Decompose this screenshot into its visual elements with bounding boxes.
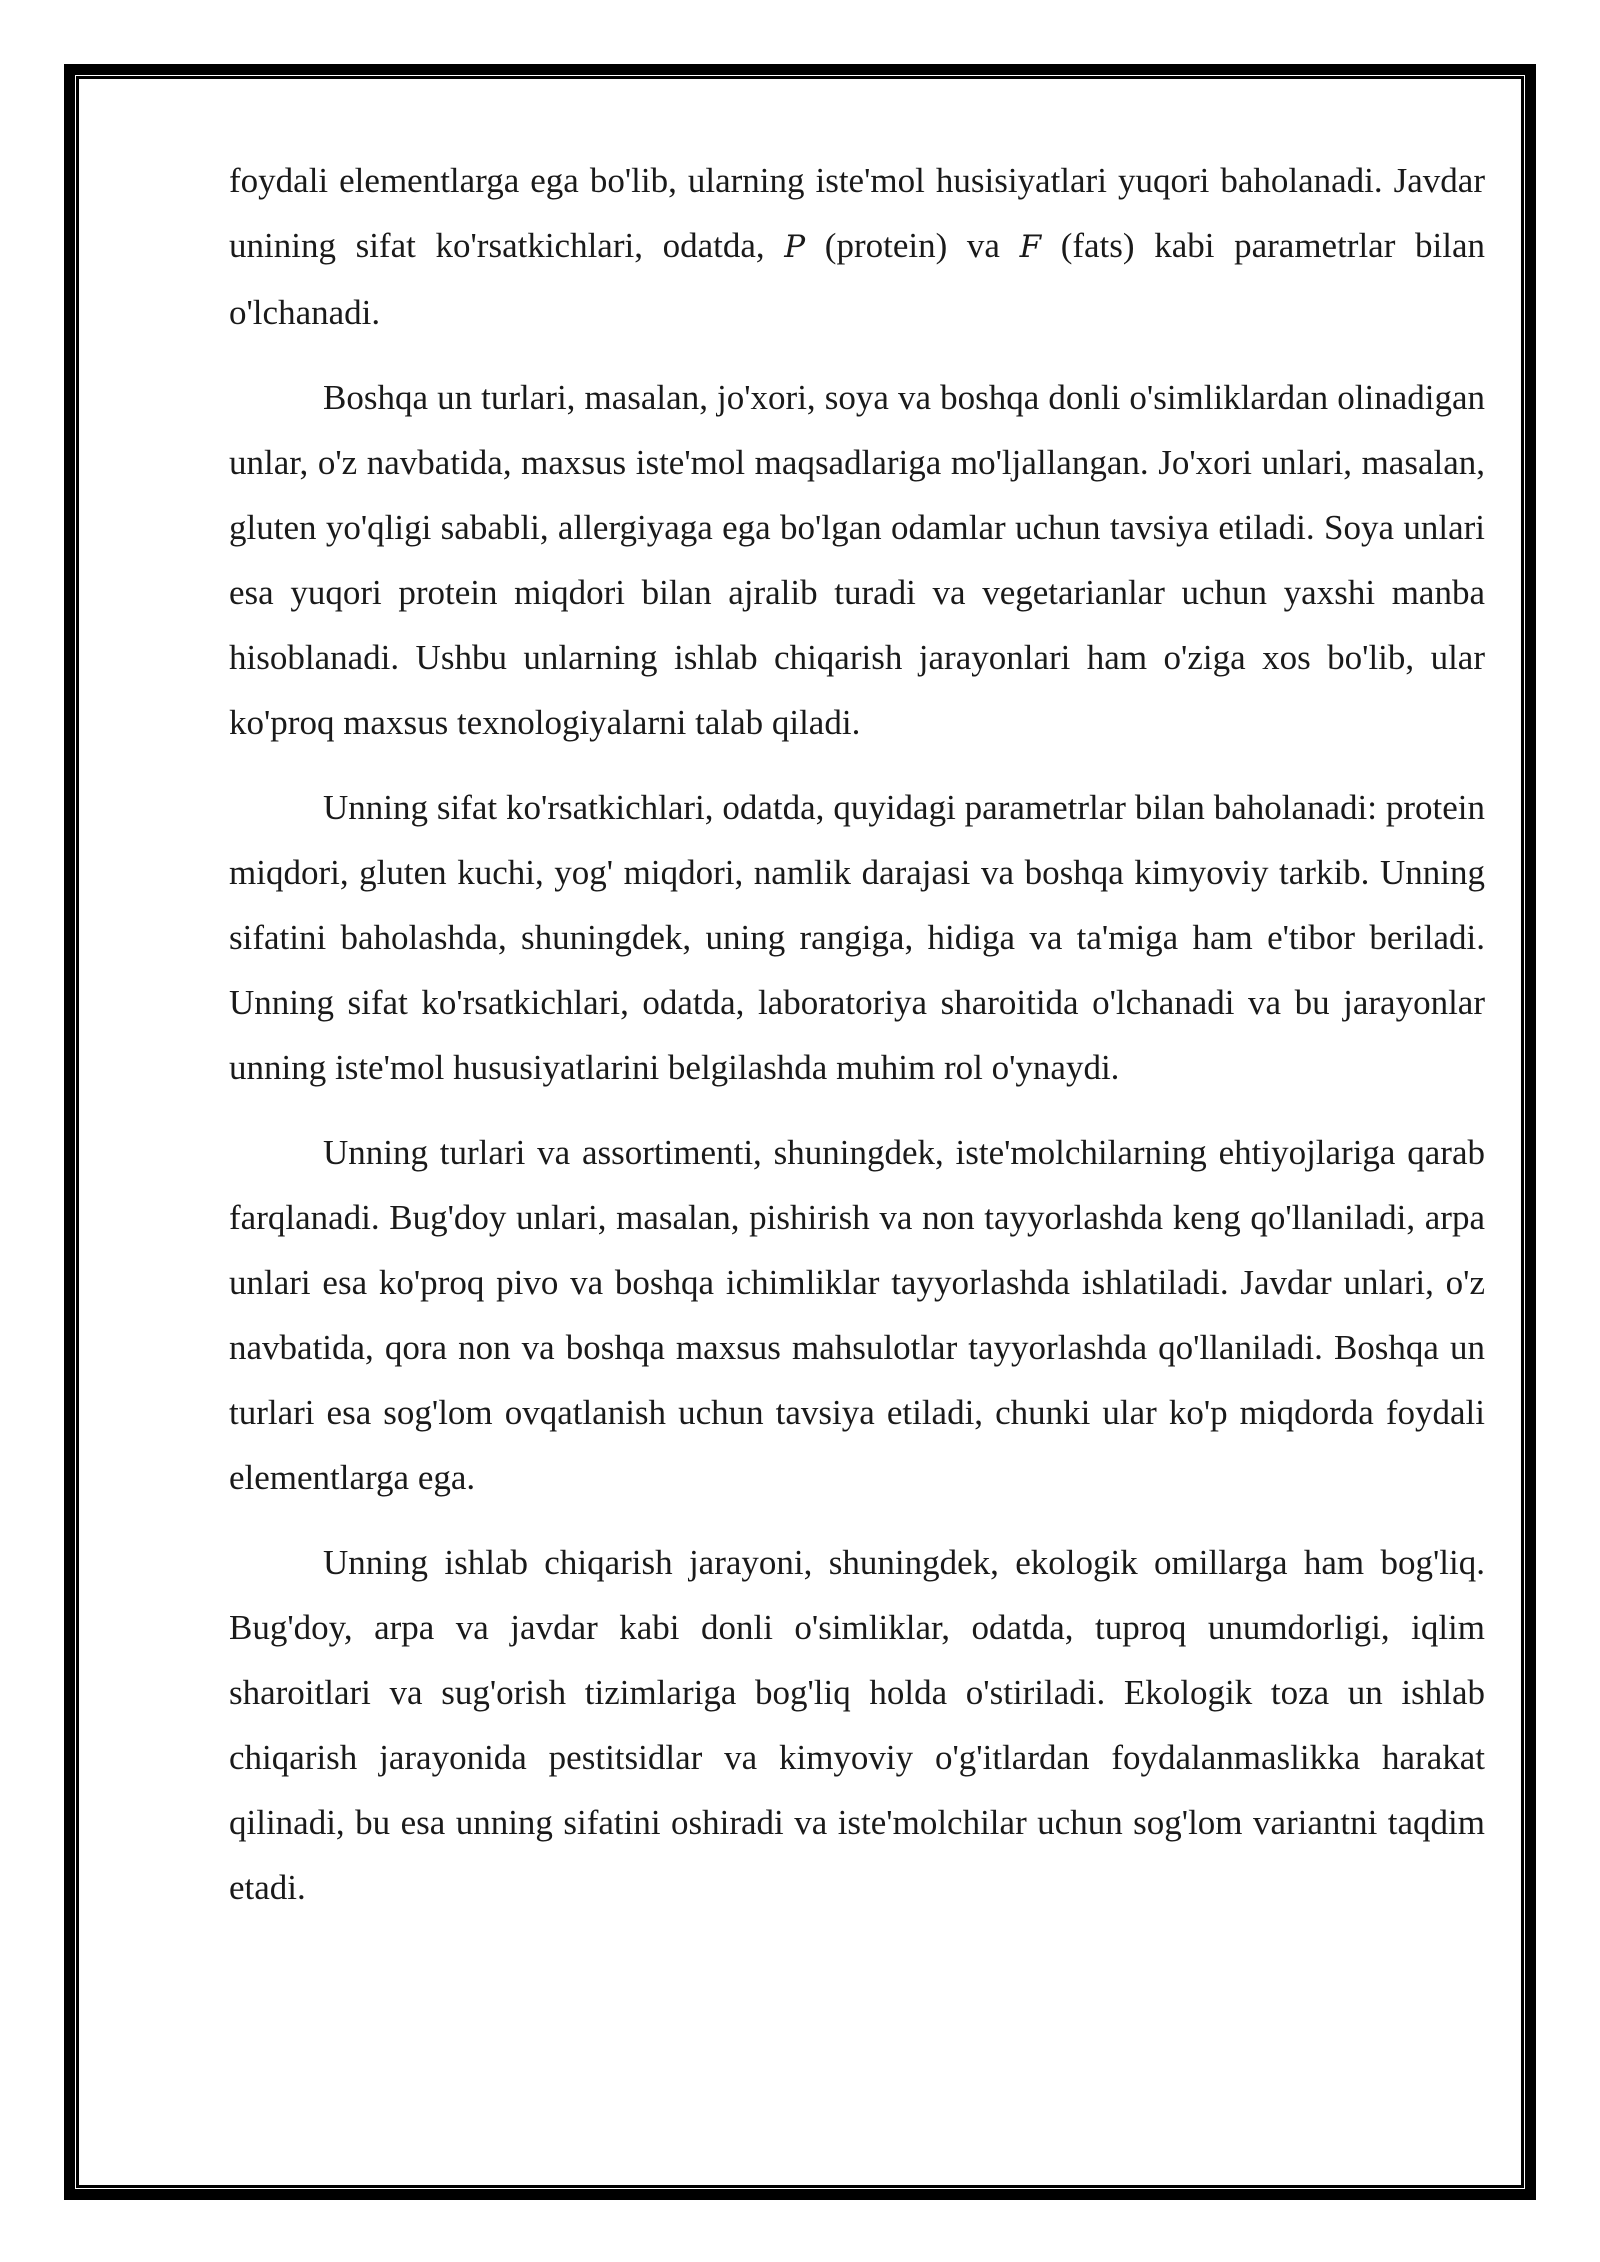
paragraph-1-text-mid: (protein) va — [805, 226, 1020, 265]
paragraph-4: Unning turlari va assortimenti, shuningdek, iste'molchilarning ehtiyojlariga qarab farqlanadi. Bug'doy unlari, masalan, pishirish va non tayyorlashda keng qo'llaniladi, arpa unlari esa ko'proq pivo va boshqa ichimliklar tayyorlashda ishlatiladi. Javdar unlari, o'z navbatida, qora non va boshqa maxsus mahsulotlar tayyorlashda qo'llaniladi. Boshqa un turlari esa sog'lom ovqatlanish uchun tavsiya etiladi, chunki ular ko'p miqdorda foydali elementlarga ega. — [229, 1133, 1485, 1497]
document-body — [229, 148, 1485, 1940]
paragraph-5: Unning ishlab chiqarish jarayoni, shuningdek, ekologik omillarga ham bog'liq. Bug'doy, arpa va javdar kabi donli o'simliklar, odatda, tuproq unumdorligi, iqlim sharoitlari va sug'orish tizimlariga bog'liq holda o'stiriladi. Ekologik toza un ishlab chiqarish jarayonida pestitsidlar va kimyoviy o'g'itlardan foydalanmaslikka harakat qilinadi, bu esa unning sifatini oshiradi va iste'molchilar uchun sog'lom variantni taqdim etadi. — [229, 1543, 1485, 1907]
math-symbol-p: P — [784, 229, 806, 265]
paragraph-1-text-before: foydali elementlarga ega bo'lib, ularning iste'mol husisiyatlari yuqori baholanadi. Javdar unining sifat ko'rsatkichlari, odatda, — [229, 161, 1485, 265]
math-symbol-f: F — [1019, 229, 1042, 265]
paragraph-3: Unning sifat ko'rsatkichlari, odatda, quyidagi parametrlar bilan baholanadi: protein miqdori, gluten kuchi, yog' miqdori, namlik darajasi va boshqa kimyoviy tarkib. Unning sifatini baholashda, shuningdek, uning rangiga, hidiga va ta'miga ham e'tibor beriladi. Unning sifat ko'rsatkichlari, odatda, laboratoriya sharoitida o'lchanadi va bu jarayonlar unning iste'mol hususiyatlarini belgilashda muhim rol o'ynaydi. — [229, 788, 1485, 1087]
paragraph-1 — [229, 148, 1485, 345]
paragraph-1-text-after: (fats) kabi parametrlar bilan o'lchanadi. — [229, 226, 1485, 332]
paragraph-2: Boshqa un turlari, masalan, jo'xori, soya va boshqa donli o'simliklardan olinadigan unlar, o'z navbatida, maxsus iste'mol maqsadlariga mo'ljallangan. Jo'xori unlari, masalan, gluten yo'qligi sababli, allergiyaga ega bo'lgan odamlar uchun tavsiya etiladi. Soya unlari esa yuqori protein miqdori bilan ajralib turadi va vegetarianlar uchun yaxshi manba hisoblanadi. Ushbu unlarning ishlab chiqarish jarayonlari ham o'ziga xos bo'lib, ular ko'proq maxsus texnologiyalarni talab qiladi. — [229, 378, 1485, 742]
